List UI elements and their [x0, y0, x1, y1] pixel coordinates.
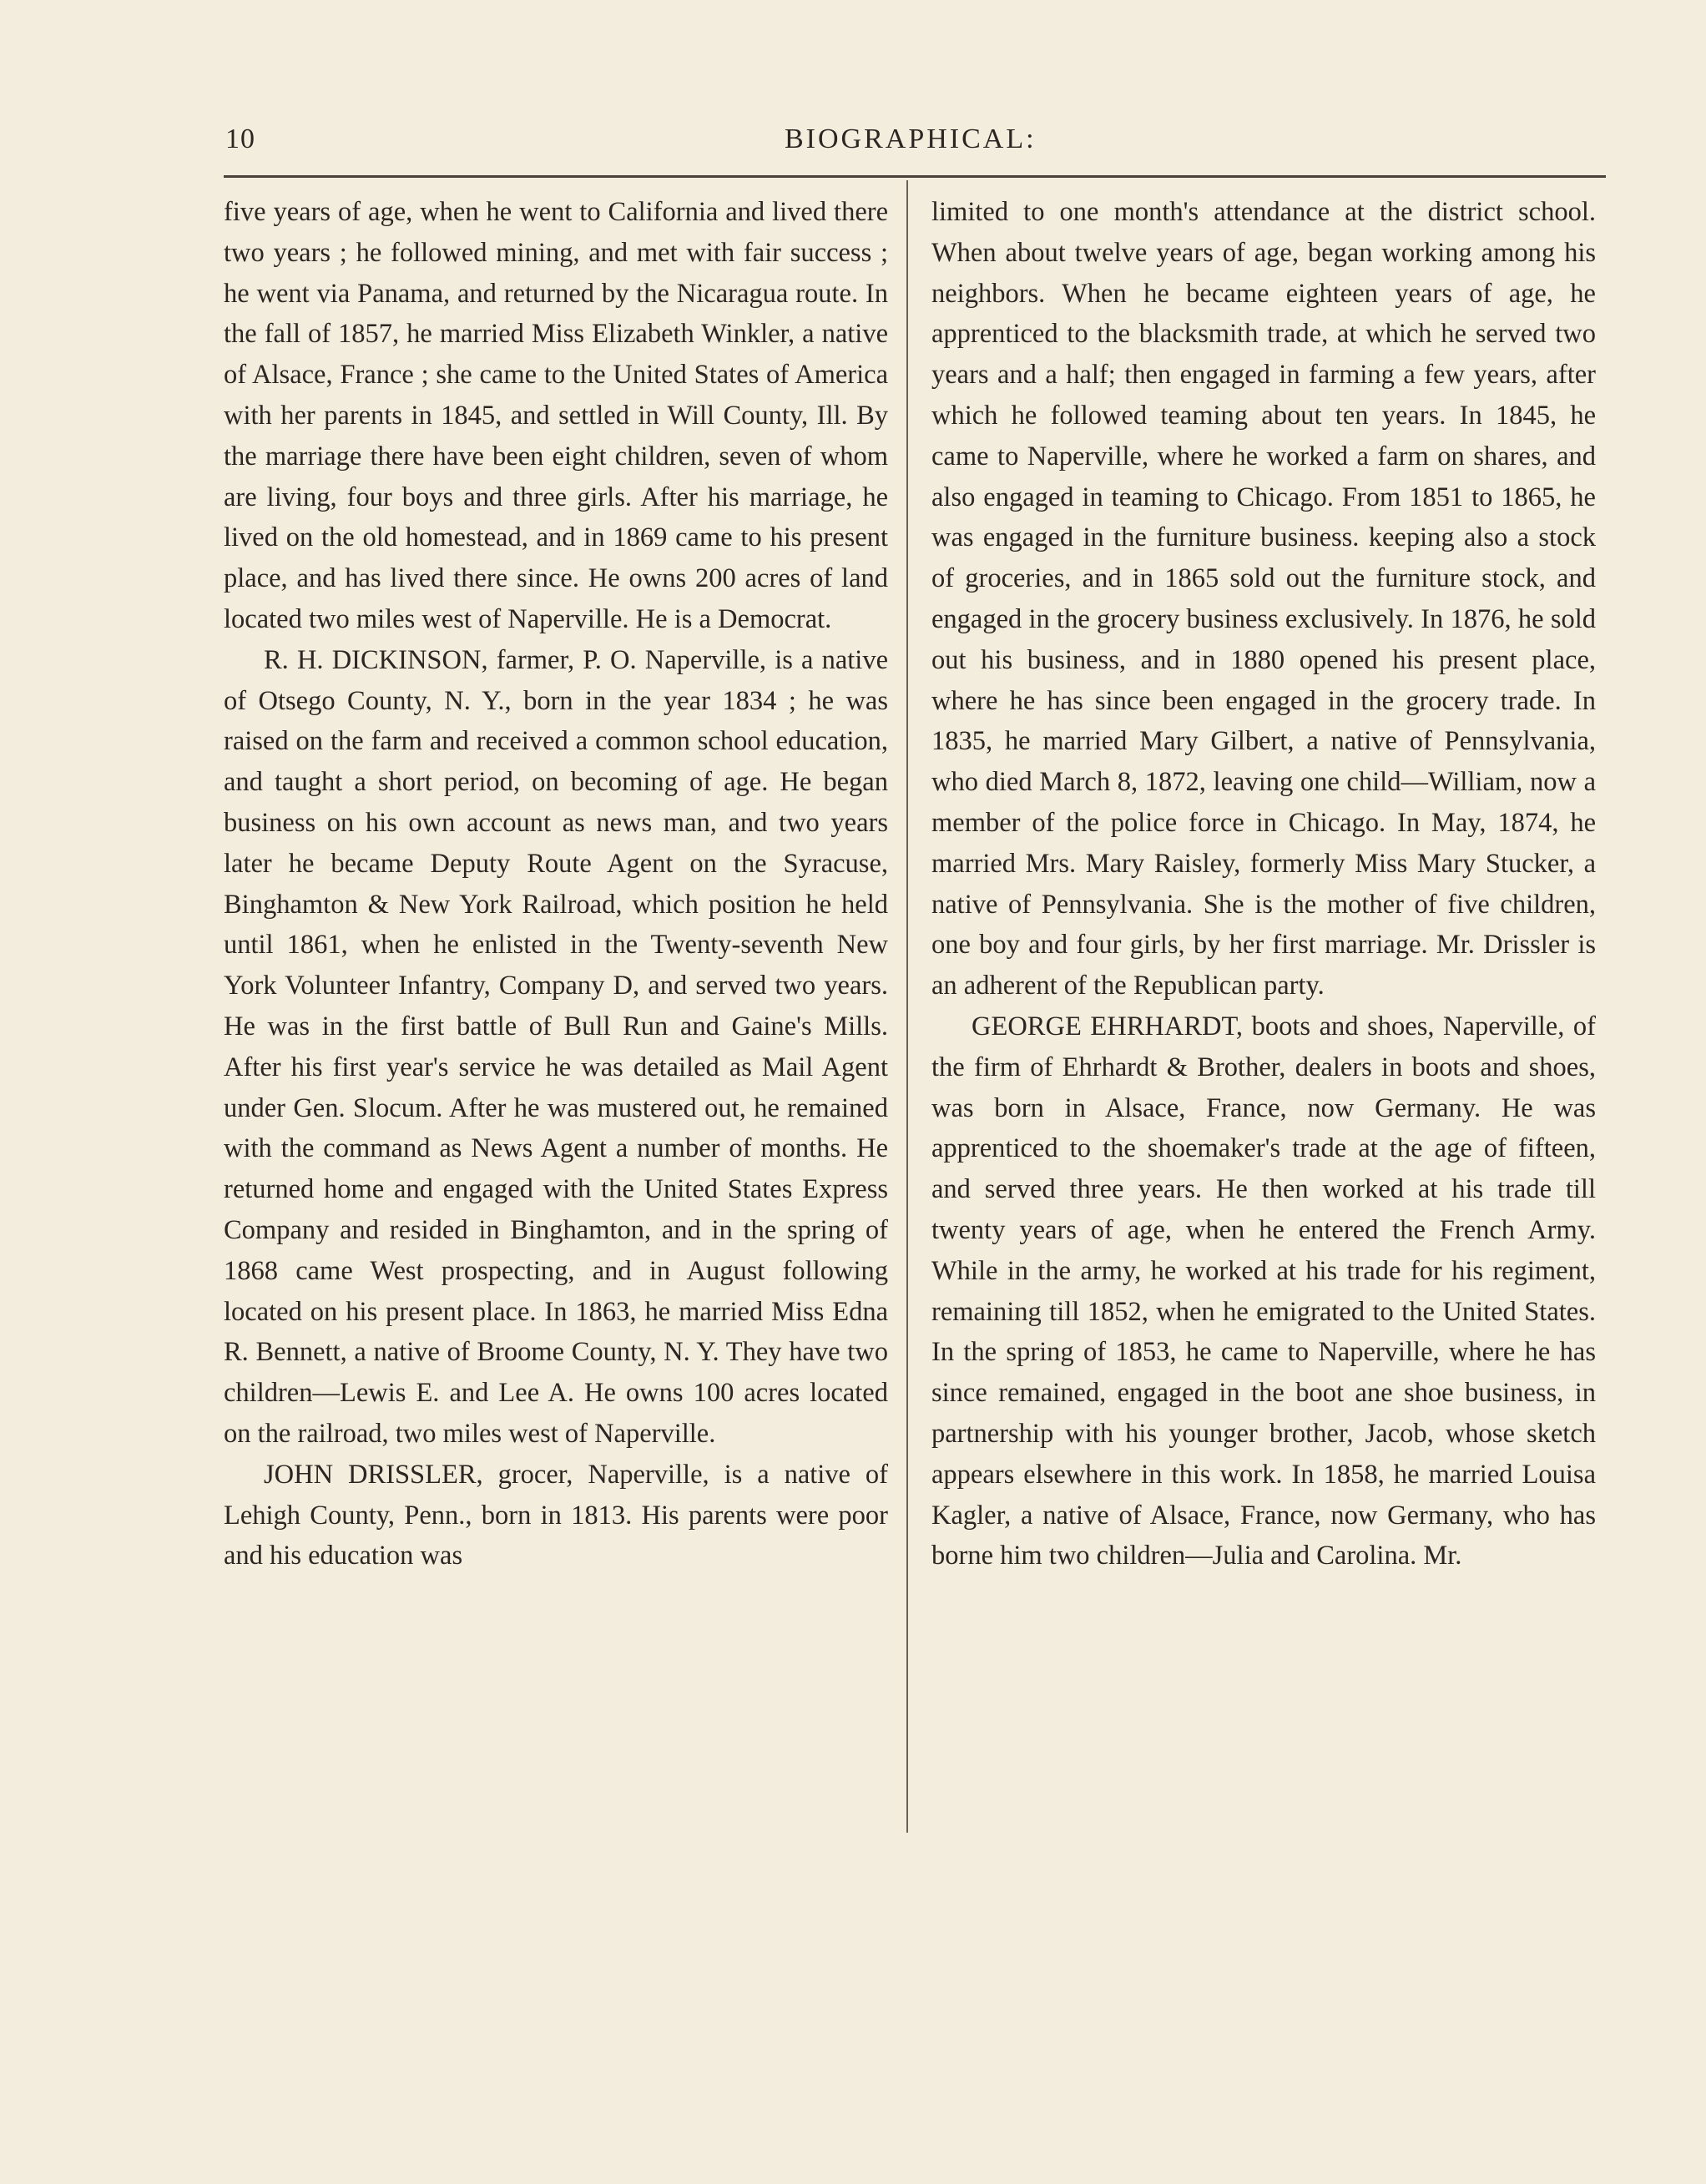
left-column — [224, 192, 888, 1576]
column-divider — [906, 180, 908, 1833]
paragraph-continued-biography: five years of age, when he went to California and lived there two years ; he followed mining, and met with fair success ; he went via Panama, and returned by the Nicaragua route. In the fall of 1857, he married Miss Elizabeth Winkler, a native of Alsace, France ; she came to the United States of America with her parents in 1845, and settled in Will County, Ill. By the marriage there have been eight children, seven of whom are living, four boys and three girls. After his marriage, he lived on the old homestead, and in 1869 came to his present place, and has lived there since. He owns 200 acres of land located two miles west of Naperville. He is a Democrat. — [224, 197, 888, 634]
paragraph-dickinson-biography: R. H. DICKINSON, farmer, P. O. Naperville, is a native of Otsego County, N. Y., born in the year 1834 ; he was raised on the farm and received a common school education, and taught a short period, on becoming of age. He began business on his own account as news man, and two years later he became Deputy Route Agent on the Syracuse, Binghamton & New York Railroad, which position he held until 1861, when he enlisted in the Twenty-seventh New York Volunteer Infantry, Company D, and served two years. He was in the first battle of Bull Run and Gaine's Mills. After his first year's service he was detailed as Mail Agent under Gen. Slocum. After he was mustered out, he remained with the command as News Agent a number of months. He returned home and engaged with the United States Express Company and resided in Binghamton, and in the spring of 1868 came West prospecting, and in August following located on his present place. In 1863, he married Miss Edna R. Bennett, a native of Broome County, N. Y. They have two children—Lewis E. and Lee A. He owns 100 acres located on the railroad, two miles west of Naperville. — [224, 644, 888, 1449]
paragraph-drissler-continued: limited to one month's attendance at the district school. When about twelve years of age, began working among his neighbors. When he became eighteen years of age, he apprenticed to the blacksmith trade, at which he served two years and a half; then engaged in farming a few years, after which he followed teaming about ten years. In 1845, he came to Naperville, where he worked a farm on shares, and also engaged in teaming to Chicago. From 1851 to 1865, he was engaged in the furniture business. keeping also a stock of groceries, and in 1865 sold out the furniture stock, and engaged in the grocery business exclusively. In 1876, he sold out his business, and in 1880 opened his present place, where he has since been engaged in the grocery trade. In 1835, he married Mary Gilbert, a native of Pennsylvania, who died March 8, 1872, leaving one child—William, now a member of the police force in Chicago. In May, 1874, he married Mrs. Mary Raisley, formerly Miss Mary Stucker, a native of Pennsylvania. She is the mother of five children, one boy and four girls, by her first marriage. Mr. Drissler is an adherent of the Republican party. — [931, 197, 1596, 1001]
page-number: 10 — [225, 124, 255, 154]
paragraph-drissler-biography: JOHN DRISSLER, grocer, Naperville, is a native of Lehigh County, Penn., born in 1813. His parents were poor and his education was — [224, 1459, 888, 1571]
running-head: BIOGRAPHICAL: — [785, 124, 1037, 154]
header-rule — [224, 175, 1606, 178]
right-column — [931, 192, 1596, 1576]
paragraph-ehrhardt-biography: GEORGE EHRHARDT, boots and shoes, Naperville, of the firm of Ehrhardt & Brother, dealers in boots and shoes, was born in Alsace, France, now Germany. He was apprenticed to the shoemaker's trade at the age of fifteen, and served three years. He then worked at his trade till twenty years of age, when he entered the French Army. While in the army, he worked at his trade for his regiment, remaining till 1852, when he emigrated to the United States. In the spring of 1853, he came to Naperville, where he has since remained, engaged in the boot ane shoe business, in partnership with his younger brother, Jacob, whose sketch appears elsewhere in this work. In 1858, he married Louisa Kagler, a native of Alsace, France, now Germany, who has borne him two children—Julia and Carolina. Mr. — [931, 1011, 1596, 1571]
